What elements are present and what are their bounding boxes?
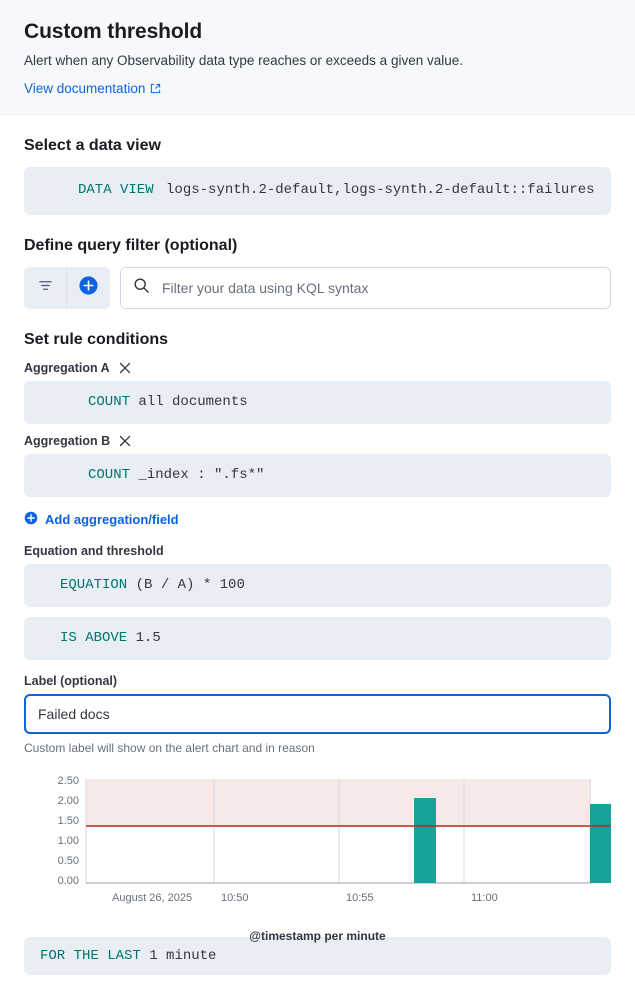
equation-keyword: EQUATION — [60, 576, 128, 593]
view-documentation-link[interactable] — [24, 81, 161, 96]
add-filter-button[interactable] — [67, 267, 110, 309]
add-aggregation-button[interactable] — [24, 511, 179, 528]
data-view-section-title: Select a data view — [24, 137, 161, 155]
rule-conditions-section-title: Set rule conditions — [24, 330, 169, 348]
svg-text:1.00: 1.00 — [57, 834, 79, 847]
filter-buttons — [24, 267, 110, 309]
data-view-value-box[interactable] — [24, 167, 611, 215]
threshold-value-box[interactable] — [24, 617, 611, 660]
svg-text:10:50: 10:50 — [221, 891, 249, 904]
preview-chart — [24, 773, 611, 943]
plus-circle-icon — [78, 275, 99, 301]
aggregation-a-label: Aggregation A — [24, 360, 110, 375]
panel-header — [0, 0, 635, 115]
svg-text:10:55: 10:55 — [346, 891, 374, 904]
aggregation-a-label-row — [24, 361, 611, 375]
time-window-value: 1 minute — [149, 947, 217, 964]
aggregation-a-value: all documents — [138, 393, 248, 410]
kql-search-wrap[interactable] — [120, 267, 611, 309]
time-window-keyword: FOR THE LAST — [40, 947, 141, 964]
data-view-keyword: DATA VIEW — [78, 182, 154, 199]
data-view-value: logs-synth.2-default,logs-synth.2-default::failures — [166, 182, 595, 199]
search-input[interactable] — [160, 279, 598, 297]
page-title: Custom threshold — [24, 20, 203, 43]
svg-text:2.50: 2.50 — [57, 774, 79, 787]
svg-text:1.50: 1.50 — [57, 814, 79, 827]
aggregation-a-keyword: COUNT — [88, 393, 131, 410]
chart-svg — [24, 773, 611, 923]
svg-text:2.00: 2.00 — [57, 794, 79, 807]
label-input[interactable] — [24, 694, 611, 734]
panel-body — [0, 137, 635, 975]
doc-link-label: View documentation — [24, 81, 146, 97]
filter-icon — [38, 278, 53, 298]
search-icon — [133, 277, 150, 299]
threshold-value: 1.5 — [135, 629, 161, 646]
label-field-label-row — [24, 674, 611, 688]
svg-text:11:00: 11:00 — [471, 891, 498, 904]
svg-text:0.50: 0.50 — [57, 854, 79, 867]
svg-text:August 26, 2025: August 26, 2025 — [112, 891, 193, 904]
filter-options-button[interactable] — [24, 267, 67, 309]
plus-circle-small-icon — [24, 511, 38, 528]
equation-label — [24, 544, 611, 558]
chart-x-axis-title: @timestamp per minute — [249, 928, 386, 943]
page-subtitle: Alert when any Observability data type reaches or exceeds a given value. — [24, 53, 463, 68]
aggregation-b-label: Aggregation B — [24, 433, 111, 448]
aggregation-a-value-box[interactable] — [24, 381, 611, 424]
equation-value-box[interactable] — [24, 564, 611, 607]
remove-aggregation-a-icon[interactable] — [118, 361, 132, 375]
external-link-icon — [150, 83, 161, 94]
label-field-label: Label (optional) — [24, 673, 118, 688]
svg-text:0.00: 0.00 — [57, 874, 79, 887]
threshold-keyword: IS ABOVE — [60, 629, 128, 646]
equation-label-text: Equation and threshold — [24, 543, 164, 558]
remove-aggregation-b-icon[interactable] — [118, 434, 132, 448]
aggregation-b-value: _index : ".fs*" — [138, 466, 265, 483]
label-helper-text: Custom label will show on the alert chart and in reason — [24, 740, 315, 755]
add-aggregation-label: Add aggregation/field — [45, 511, 179, 527]
query-filter-row — [24, 267, 611, 309]
equation-value: (B / A) * 100 — [135, 576, 245, 593]
query-filter-section-title: Define query filter (optional) — [24, 236, 238, 254]
aggregation-b-value-box[interactable] — [24, 454, 611, 497]
aggregation-b-keyword: COUNT — [88, 466, 131, 483]
aggregation-b-label-row — [24, 434, 611, 448]
